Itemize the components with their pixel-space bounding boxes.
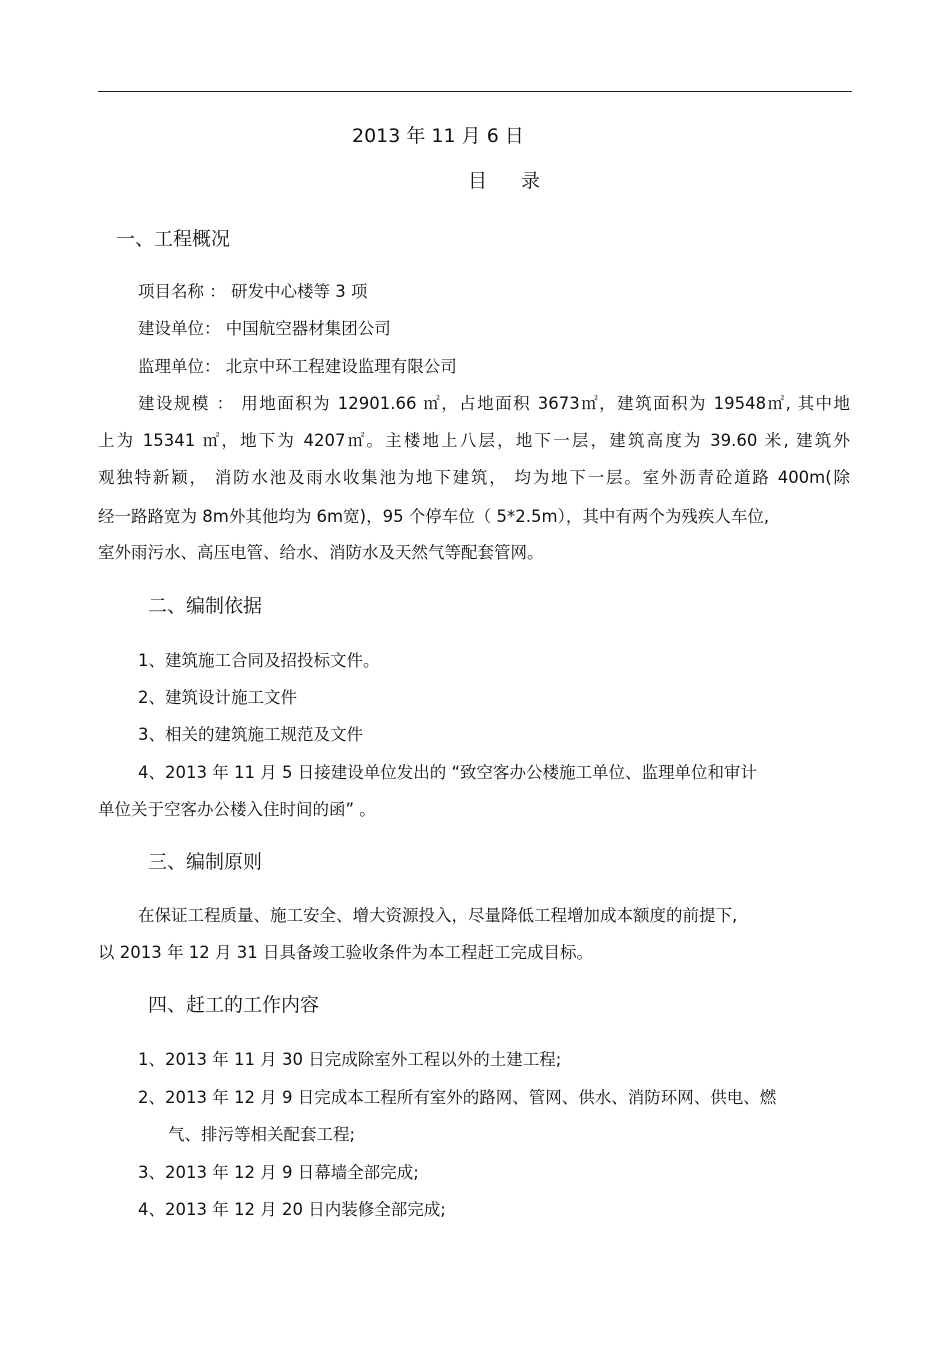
basis-item: 2、建筑设计施工文件 xyxy=(138,688,297,707)
builder-unit: 建设单位： 中国航空器材集团公司 xyxy=(138,319,391,338)
principle-line: 以 2013 年 12 月 31 日具备竣工验收条件为本工程赶工完成目标。 xyxy=(98,943,593,962)
work-item: 3、2013 年 12 月 9 日幕墙全部完成; xyxy=(138,1163,419,1182)
work-item: 1、2013 年 11 月 30 日完成除室外工程以外的土建工程; xyxy=(138,1050,562,1069)
principle-line: 在保证工程质量、施工安全、增大资源投入，尽量降低工程增加成本额度的前提下, xyxy=(138,906,738,925)
work-item: 2、2013 年 12 月 9 日完成本工程所有室外的路网、管网、供水、消防环网、供电、燃 xyxy=(138,1088,777,1107)
document-date: 2013 年 11 月 6 日 xyxy=(352,125,524,147)
section-heading-principles: 三、编制原则 xyxy=(148,851,263,873)
scale-line: 建设规模 ： 用地面积为 12901.66 ㎡，占地面积 3673㎡，建筑面积为 19548㎡, 其中地 xyxy=(138,394,850,413)
toc-title: 目 录 xyxy=(468,170,555,192)
basis-item-continuation: 单位关于空客办公楼入住时间的函” 。 xyxy=(98,800,376,819)
work-item-continuation: 气、排污等相关配套工程; xyxy=(168,1125,356,1144)
section-heading-basis: 二、编制依据 xyxy=(148,595,263,617)
section-heading-overview: 一、工程概况 xyxy=(116,228,231,250)
section-heading-work: 四、赶工的工作内容 xyxy=(148,994,320,1016)
basis-item: 1、建筑施工合同及招投标文件。 xyxy=(138,651,380,670)
basis-item: 3、相关的建筑施工规范及文件 xyxy=(138,725,363,744)
work-item: 4、2013 年 12 月 20 日内装修全部完成; xyxy=(138,1200,446,1219)
supervisor-unit: 监理单位： 北京中环工程建设监理有限公司 xyxy=(138,357,457,376)
scale-line: 观独特新颖， 消防水池及雨水收集池为地下建筑， 均为地下一层。室外沥青砼道路 400m(除 xyxy=(98,468,850,487)
scale-line: 室外雨污水、高压电管、给水、消防水及天然气等配套管网。 xyxy=(98,543,544,562)
scale-line: 经一路路宽为 8m外其他均为 6m宽)，95 个停车位（ 5*2.5m），其中有两个为残疾人车位, xyxy=(98,507,770,526)
header-rule xyxy=(98,91,852,92)
scale-line: 上为 15341 ㎡，地下为 4207㎡。主楼地上八层，地下一层，建筑高度为 39.60 米, 建筑外 xyxy=(98,431,850,450)
basis-item: 4、2013 年 11 月 5 日接建设单位发出的 “致空客办公楼施工单位、监理单位和审计 xyxy=(138,763,757,782)
project-name: 项目名称 ： 研发中心楼等 3 项 xyxy=(138,282,368,301)
